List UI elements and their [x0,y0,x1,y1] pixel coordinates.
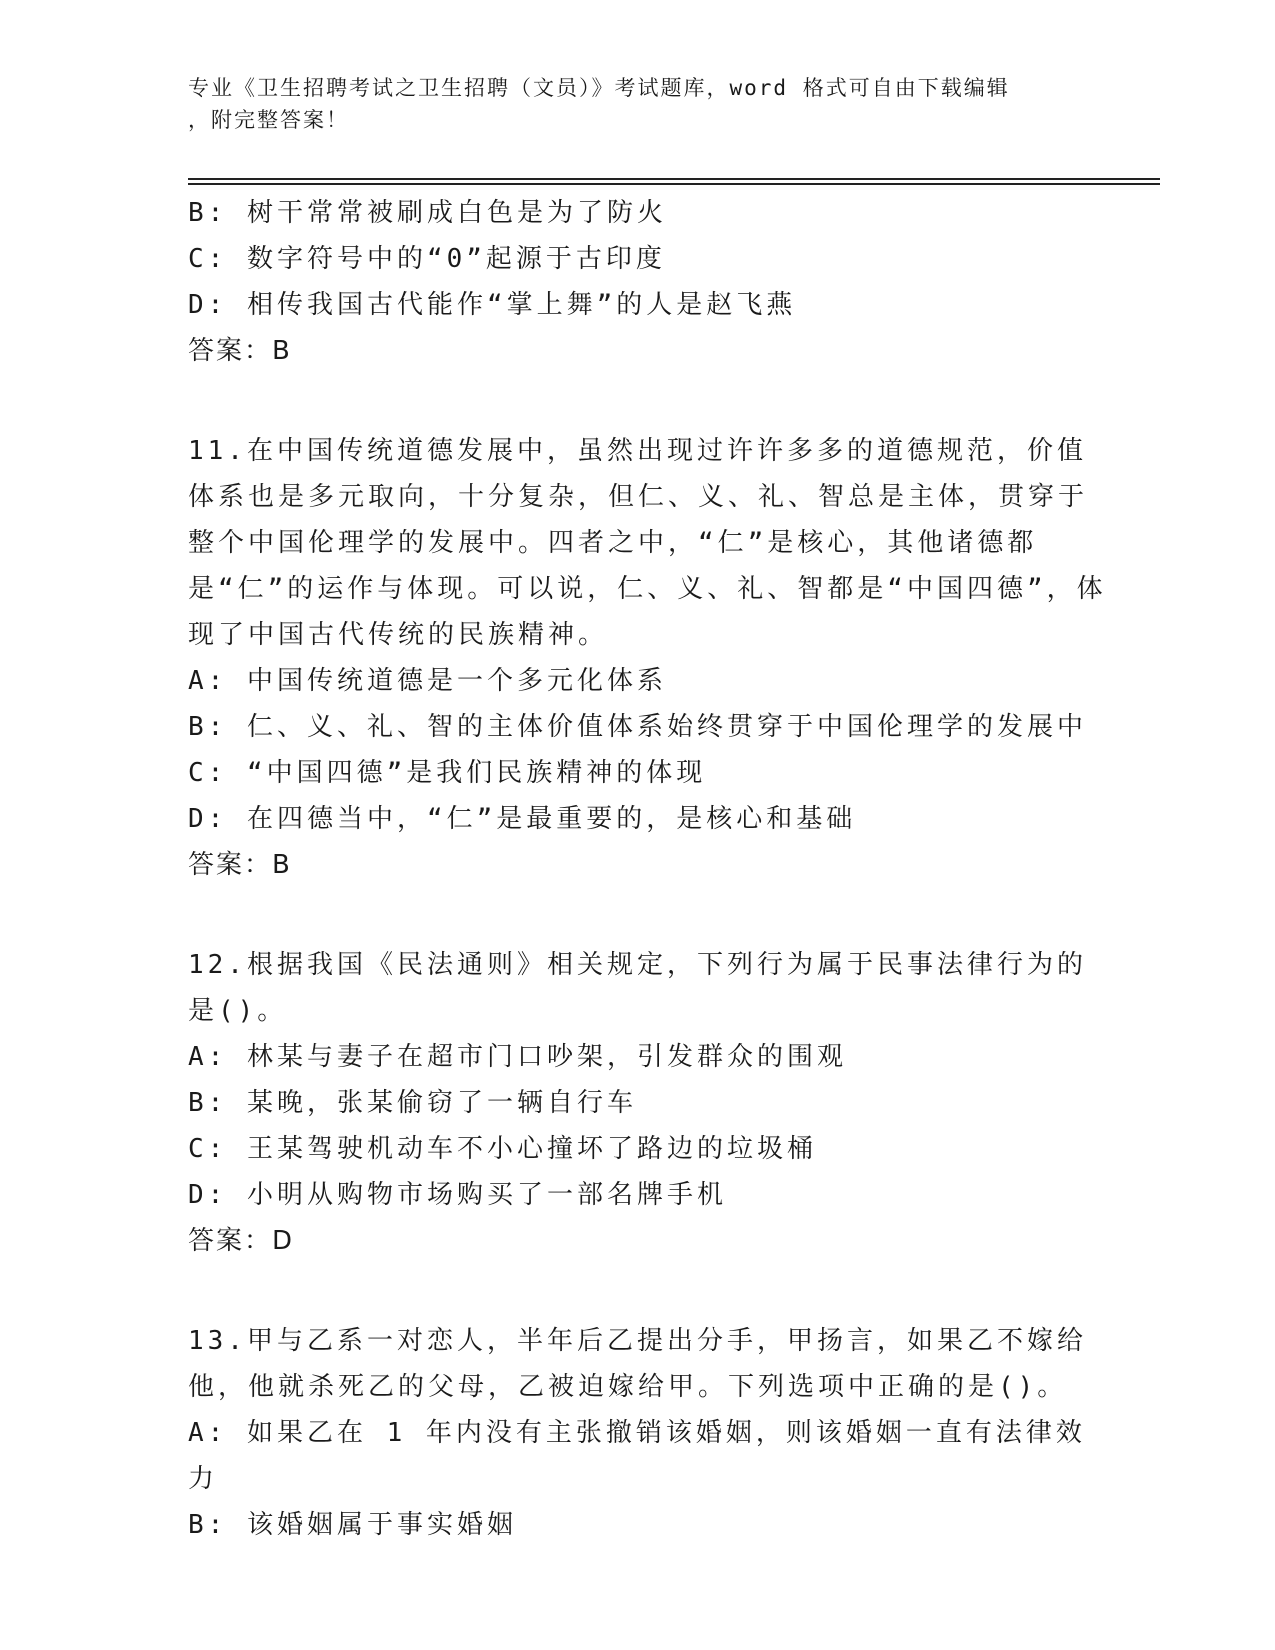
q11-option-b: B: 仁、义、礼、智的主体价值体系始终贯穿于中国伦理学的发展中 [188,712,1087,742]
q10-option-b: B: 树干常常被刷成白色是为了防火 [188,198,667,228]
q11-option-c: C: “中国四德”是我们民族精神的体现 [188,758,707,788]
q10-option-c: C: 数字符号中的“0”起源于古印度 [188,244,666,274]
header-line-2: ，附完整答案！ [188,108,349,132]
q12-option-c: C: 王某驾驶机动车不小心撞坏了路边的垃圾桶 [188,1134,817,1164]
header-line-1: 专业《卫生招聘考试之卫生招聘（文员）》考试题库，word 格式可自由下载编辑 [188,76,1010,100]
q10-option-d: D: 相传我国古代能作“掌上舞”的人是赵飞燕 [188,290,797,320]
question-list [188,190,1108,1548]
header-divider-bottom [188,183,1160,185]
header-divider-top [188,178,1160,180]
q11-text: 11.在中国传统道德发展中，虽然出现过许许多多的道德规范，价值体系也是多元取向，十分复杂，但仁、义、礼、智总是主体，贯穿于整个中国伦理学的发展中。四者之中，“仁”是核心，其他诸德都是“仁”的运作与体现。可以说，仁、义、礼、智都是“中国四德”，体现了中国古代传统的民族精神。 [188,436,1107,650]
question-11 [188,428,1108,888]
q10-answer: 答案：B [188,336,292,366]
question-13 [188,1318,1108,1548]
q13-option-b: B: 该婚姻属于事实婚姻 [188,1510,517,1540]
q12-option-d: D: 小明从购物市场购买了一部名牌手机 [188,1180,727,1210]
q12-option-b: B: 某晚，张某偷窃了一辆自行车 [188,1088,637,1118]
q12-option-a: A: 林某与妻子在超市门口吵架，引发群众的围观 [188,1042,847,1072]
question-12 [188,942,1108,1264]
document-header [188,72,1088,136]
q12-answer: 答案：D [188,1226,295,1256]
q11-answer: 答案：B [188,850,292,880]
q13-option-a: A: 如果乙在 1 年内没有主张撤销该婚姻，则该婚姻一直有法律效力 [188,1418,1086,1494]
question-10 [188,190,1108,374]
q13-text: 13.甲与乙系一对恋人，半年后乙提出分手，甲扬言，如果乙不嫁给他，他就杀死乙的父母，乙被迫嫁给甲。下列选项中正确的是()。 [188,1326,1087,1402]
q11-option-a: A: 中国传统道德是一个多元化体系 [188,666,667,696]
q11-option-d: D: 在四德当中，“仁”是最重要的，是核心和基础 [188,804,857,834]
q12-text: 12.根据我国《民法通则》相关规定，下列行为属于民事法律行为的是()。 [188,950,1087,1026]
